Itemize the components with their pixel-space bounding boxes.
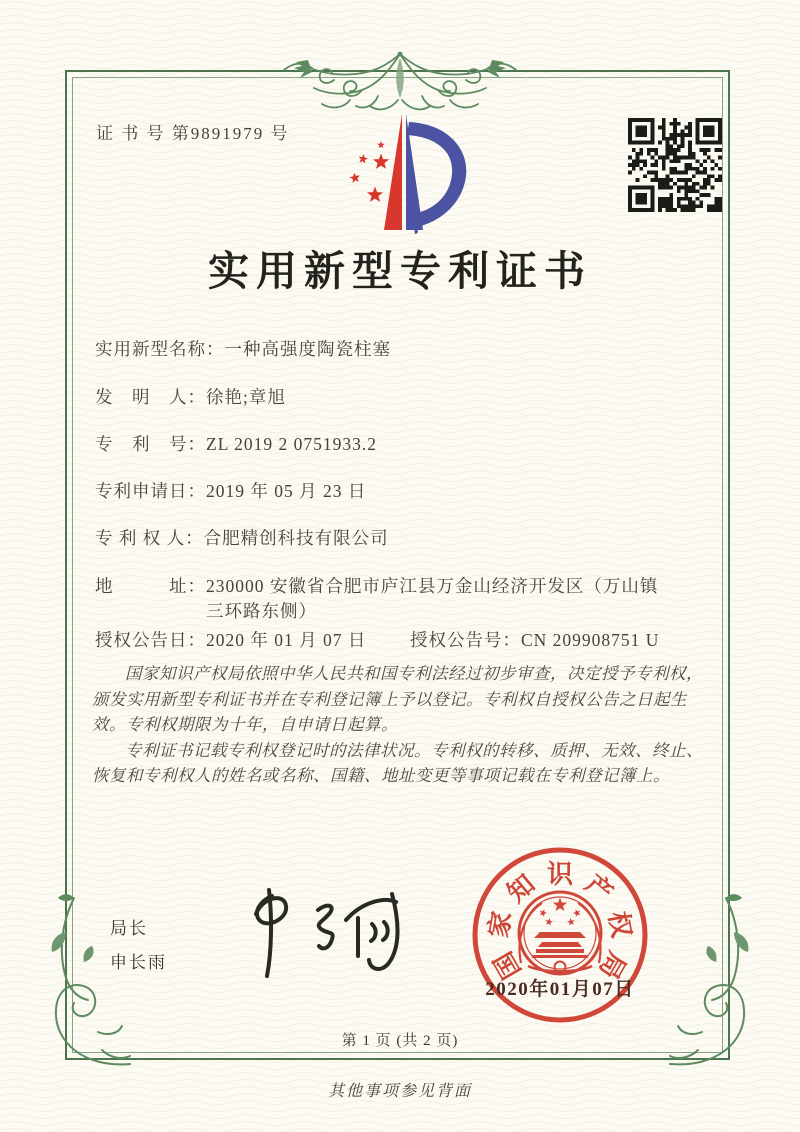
svg-text:权: 权 [603,909,637,940]
field-label: 专利申请日： [95,481,206,501]
field-value: 2019 年 05 月 23 日 [206,481,367,501]
qr-code [628,118,722,212]
seal-date: 2020年01月07日 [485,979,635,1000]
field-label: 发 明 人： [95,387,206,407]
certificate-title: 实用新型专利证书 [208,248,592,294]
page-number: 第 1 页 (共 2 页) [341,1033,459,1049]
legal-paragraph-2: 专利证书记载专利权登记时的法律状况。专利权的转移、质押、无效、终止、恢复和专利权人的姓名或名称、国籍、地址变更等事项记载在专利登记簿上。 [92,740,703,785]
field-label: 授权公告号： [410,630,521,650]
field-address [95,574,720,624]
field-grant-number [410,628,659,653]
address-line-2: 三环路东侧） [206,601,317,621]
cnipa-logo-icon [333,110,473,235]
signatory-block [110,912,167,980]
legal-paragraph-1: 国家知识产权局依照中华人民共和国专利法经过初步审查，决定授予专利权，颁发实用新型专利证书并在专利登记簿上予以登记。专利权自授权公告之日起生效。专利权期限为十年，自申请日起算。 [92,664,703,734]
field-value: ZL 2019 2 0751933.2 [206,434,377,454]
director-signature [212,880,427,988]
field-utility-model-name [95,337,720,362]
address-line-1: 230000 安徽省合肥市庐江县万金山经济开发区（万山镇 [206,576,659,596]
seal-emblem [519,892,601,974]
svg-text:知: 知 [501,869,541,909]
field-label: 授权公告日： [95,630,206,650]
field-value: 合肥精创科技有限公司 [203,528,389,548]
field-value: 2020 年 01 月 07 日 [206,630,367,650]
field-label: 专 利 权 人： [95,528,204,548]
field-value: 徐艳;章旭 [206,387,286,407]
legal-text [92,661,716,789]
back-side-note: 其他事项参见背面 [327,1083,472,1100]
field-label: 专 利 号： [95,434,206,454]
field-label: 实用新型名称： [95,339,225,359]
field-grant-date [95,628,366,653]
field-patentee [95,526,720,551]
field-value: 一种高强度陶瓷柱塞 [224,339,391,359]
svg-text:产: 产 [579,869,619,909]
field-filing-date [95,479,720,504]
field-patent-number [95,432,720,457]
signatory-name: 申长雨 [110,953,167,972]
field-inventor [95,385,720,410]
field-value: CN 209908751 U [521,630,660,650]
signatory-title: 局长 [110,919,148,938]
svg-text:国: 国 [488,946,527,984]
field-value [206,574,720,624]
certificate-number: 证 书 号 第9891979 号 [96,124,290,143]
svg-text:识: 识 [546,860,574,889]
svg-text:局: 局 [593,946,632,984]
seal-ring-text [484,860,636,984]
svg-text:家: 家 [483,909,517,940]
field-label: 地 址： [95,576,206,596]
